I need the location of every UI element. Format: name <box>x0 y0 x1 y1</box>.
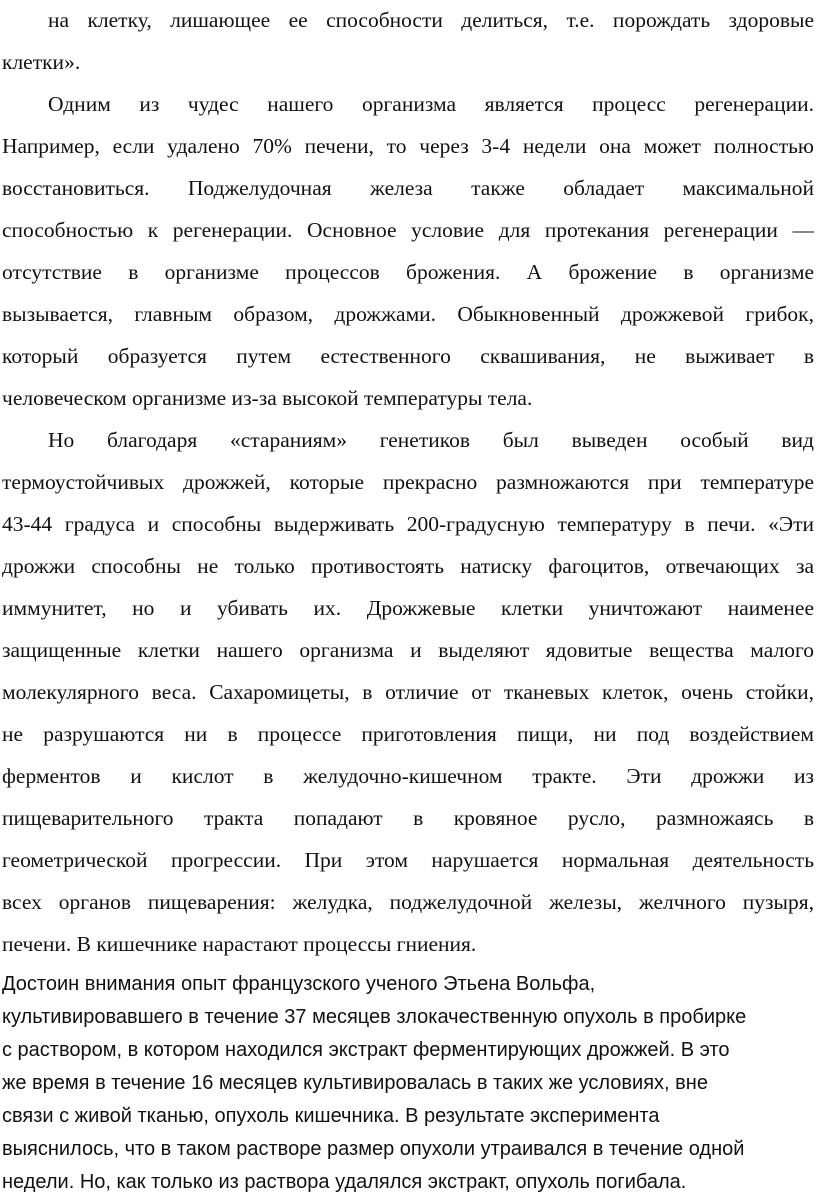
paragraph-3-line-8: не разрушаются ни в процессе приготовления пищи, ни под воздействием <box>2 722 814 746</box>
paragraph-1-line-1: на клетку, лишающее ее способности делиться, т.е. порождать здоровые <box>48 8 814 32</box>
paragraph-3-line-6: защищенные клетки нашего организма и выделяют ядовитые вещества малого <box>2 638 814 662</box>
paragraph-2-line-3: восстановиться. Поджелудочная железа также обладает максимальной <box>2 176 814 200</box>
paragraph-3-line-11: геометрической прогрессии. При этом нарушается нормальная деятельность <box>2 848 814 872</box>
paragraph-4-line-7: недели. Но, как только из раствора удалялся экстракт, опухоль погибала. <box>2 1171 687 1193</box>
paragraph-4-line-1: Достоин внимания опыт французского ученого Этьена Вольфа, <box>2 973 596 995</box>
paragraph-1-line-2: клетки». <box>2 50 81 74</box>
paragraph-3-line-7: молекулярного веса. Сахаромицеты, в отличие от тканевых клеток, очень стойки, <box>2 680 814 704</box>
paragraph-3-line-2: термоустойчивых дрожжей, которые прекрасно размножаются при температуре <box>2 470 814 494</box>
paragraph-2-line-6: вызывается, главным образом, дрожжами. Обыкновенный дрожжевой грибок, <box>2 302 814 326</box>
paragraph-4-line-6: выяснилось, что в таком растворе размер опухоли утраивался в течение одной <box>2 1138 745 1160</box>
paragraph-3-line-12: всех органов пищеварения: желудка, поджелудочной железы, желчного пузыря, <box>2 890 814 914</box>
paragraph-3-line-5: иммунитет, но и убивать их. Дрожжевые клетки уничтожают наименее <box>2 596 814 620</box>
paragraph-2-line-5: отсутствие в организме процессов брожения. А брожение в организме <box>2 260 814 284</box>
paragraph-3-line-13: печени. В кишечнике нарастают процессы гниения. <box>2 932 477 956</box>
paragraph-4-line-2: культивировавшего в течение 37 месяцев злокачественную опухоль в пробирке <box>2 1006 747 1028</box>
paragraph-3-line-9: ферментов и кислот в желудочно-кишечном тракте. Эти дрожжи из <box>2 764 814 788</box>
paragraph-2-line-4: способностью к регенерации. Основное условие для протекания регенерации — <box>2 218 814 242</box>
paragraph-4-line-3: с раствором, в котором находился экстракт ферментирующих дрожжей. В это <box>2 1039 730 1061</box>
paragraph-2-line-2: Например, если удалено 70% печени, то через 3-4 недели она может полностью <box>2 134 814 158</box>
paragraph-2-line-1: Одним из чудес нашего организма является процесс регенерации. <box>48 92 814 116</box>
paragraph-3-line-4: дрожжи способны не только противостоять натиску фагоцитов, отвечающих за <box>2 554 814 578</box>
paragraph-3-line-10: пищеварительного тракта попадают в кровяное русло, размножаясь в <box>2 806 814 830</box>
paragraph-4-line-4: же время в течение 16 месяцев культивировалась в таких же условиях, вне <box>2 1072 708 1094</box>
paragraph-2-line-7: который образуется путем естественного сквашивания, не выживает в <box>2 344 814 368</box>
paragraph-3-line-3: 43-44 градуса и способны выдерживать 200-градусную температуру в печи. «Эти <box>2 512 814 536</box>
paragraph-3-line-1: Но благодаря «стараниям» генетиков был выведен особый вид <box>48 428 814 452</box>
paragraph-4-line-5: связи с живой тканью, опухоль кишечника. В результате эксперимента <box>2 1105 660 1127</box>
paragraph-2-line-8: человеческом организме из-за высокой температуры тела. <box>2 386 533 410</box>
